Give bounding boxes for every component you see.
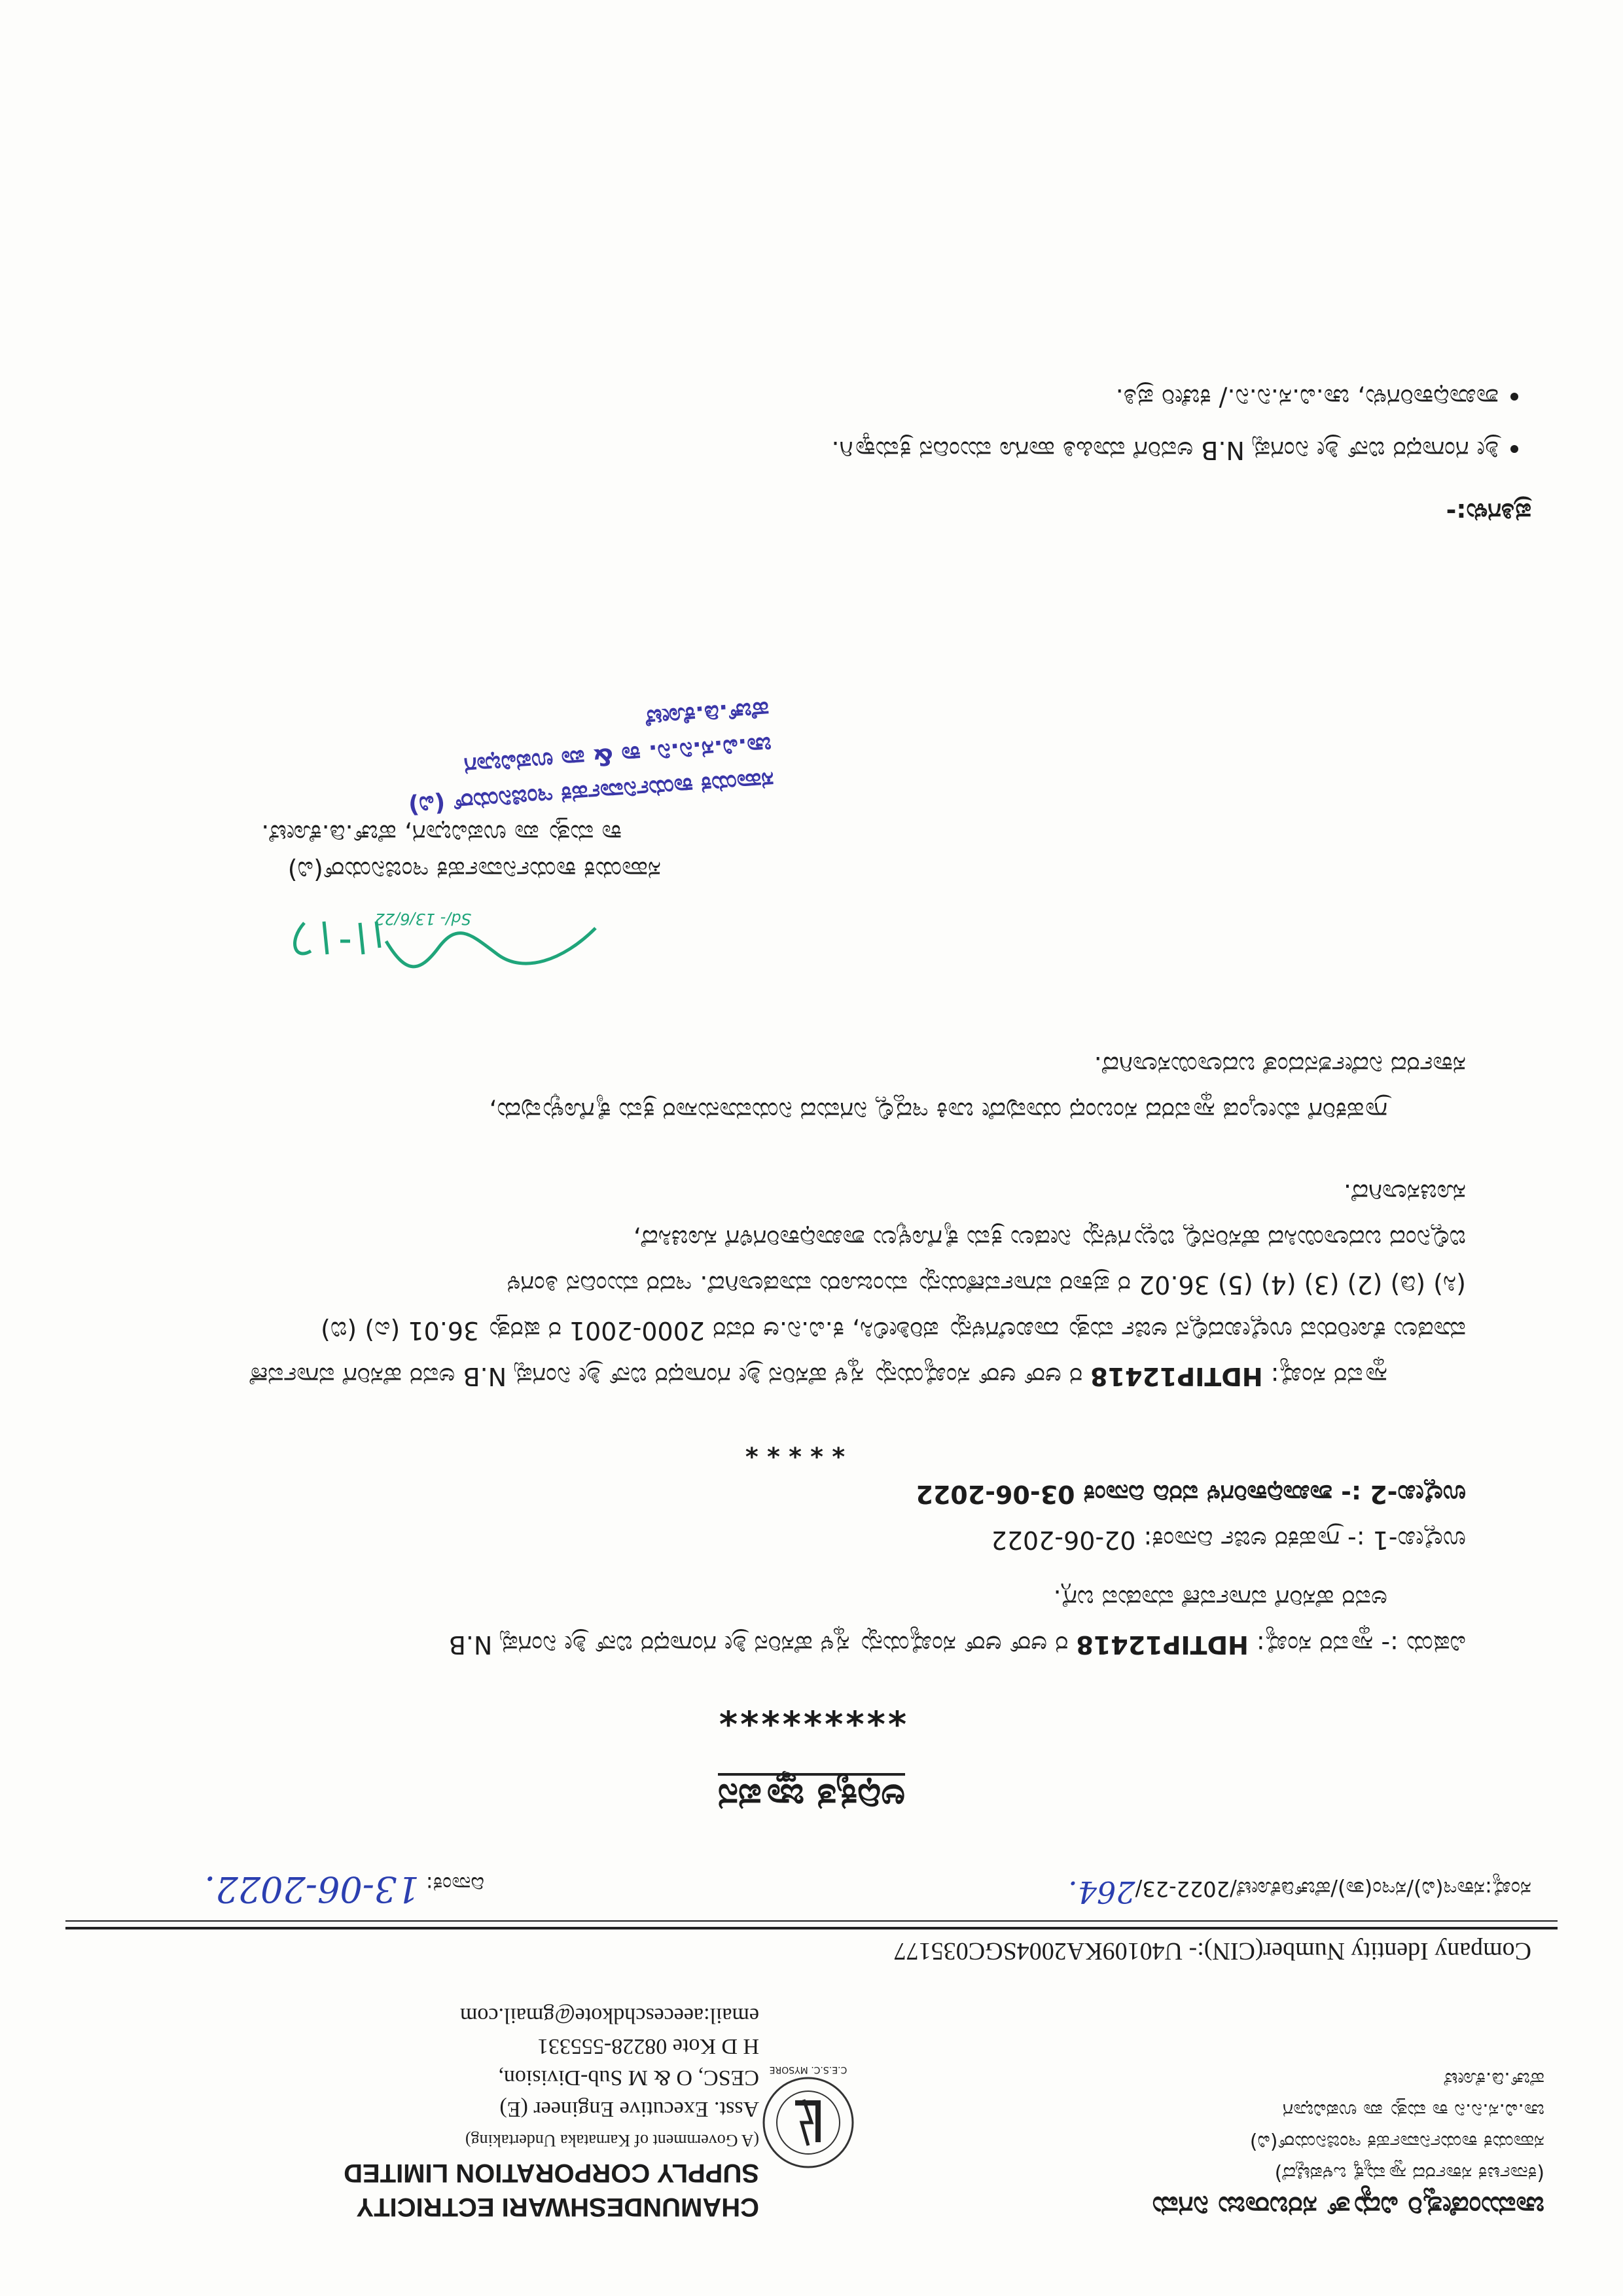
reference-stars: * * * * * <box>745 1434 846 1463</box>
copy-to-item-1: • ಶ್ರೀ ಗಂಗಾಧರ ಬಿನ್ ಶ್ರೀ ನಿಂಗಪ್ಪ N.B ಅವರಿಗೆ ಮಾಹಿತಿ ಹಾಗೂ ಮುಂದಿನ ಕ್ರಮಕ್ಕಾಗಿ. <box>92 424 1499 476</box>
subdivision-kannada: ಚಾ.ವಿ.ಸ.ನಿ.ನಿ ಕಾ ಮತ್ತು ಪಾ ಉಪವಿಭಾಗ <box>1282 2099 1544 2122</box>
header-rule <box>65 1927 1558 1929</box>
reference-label: ಸಂಖ್ಯೆ:ಸಕಾಇ(ವಿ)/ಸಇಂ(ತಾ)/ಹೆಚ್‌ಡಿಕೋಟೆ/2022-23/ <box>1135 1876 1531 1901</box>
para1-line-5: ಸೂಚಿಸಲಾಗಿದೆ. <box>1343 1179 1466 1208</box>
company-name-english-line1: CHAMUNDESHWARI ECTRICITY <box>356 2193 759 2221</box>
references-block <box>124 1426 1466 1563</box>
date-label: ದಿನಾಂಕ: <box>425 1872 484 1897</box>
office-title-english: Asst. Executive Engineer (E) <box>499 2097 759 2121</box>
stamp-line-1: ಸಹಾಯಕ ಕಾರ್ಯನಿರ್ವಾಹಕ ಇಂಜಿನಿಯರ್ (ವಿ) <box>407 766 776 819</box>
document-heading <box>0 1775 1623 1818</box>
date-line <box>204 1869 484 1910</box>
reference-number: 264. <box>1068 1874 1135 1910</box>
company-name-kannada: ಚಾಮುಂಡೇಶ್ವರಿ ವಿದ್ಯುತ್ ಸರಬರಾಜು ನಿಗಮ <box>1152 2191 1544 2223</box>
subject-line-2: ಅವರ ಹೆಸರಿಗೆ ವರ್ಗಾವಣೆ ಮಾಡುವ ಬಗ್ಗೆ. <box>1053 1585 1387 1613</box>
para1-rr-number: HDTIP12418 <box>1090 1362 1263 1391</box>
separator-stars: ********* <box>716 1692 907 1733</box>
para1-line-1: ರ ಆರ್ ಆರ್ ಸಂಖ್ಯೆಯನ್ನು ಸ್ಥಳ ಹೆಸರಿನ ಶ್ರೀ ಗಂಗಾಧರ ಬಿನ್ ಶ್ರೀ ನಿಂಗಪ್ಪ N.B ಅವರ ಹೆಸರಿಗೆ ವರ್ಗಾವಣೆ <box>249 1362 1083 1391</box>
stamp-line-2: ಚಾ.ವಿ.ಸ.ನಿ.ನಿ. ಕಾ & ಪಾ ಉಪವಿಭಾಗ <box>463 731 773 780</box>
corporation-logo <box>759 2064 857 2172</box>
copy-to-list <box>92 372 1531 476</box>
subject-rr-number: HDTIP12418 <box>1076 1630 1249 1659</box>
signatory-office: ಕಾ ಮತ್ತು ಪಾ ಉಪವಿಭಾಗ, ಹೆಚ್.ಡಿ.ಕೋಟೆ. <box>261 819 622 848</box>
copy-to-item-2: • ಶಾಖಾಧಿಕಾರಿಗಳು, ಚಾ.ವಿ.ಸ.ನಿ.ನಿ./ ಕಚೇರಿ ಪ್ರತಿ. <box>92 372 1499 424</box>
subject-block <box>124 1576 1466 1668</box>
email-address: email:aeeceschdkote@gmail.com <box>459 2003 759 2028</box>
government-undertaking-kannada: (ಕರ್ನಾಟಕ ಸರ್ಕಾರದ ಸ್ವಾಮ್ಯಕ್ಕೆ ಒಳಪಟ್ಟಿದೆ) <box>1274 2162 1544 2185</box>
copy-to-label: ಪ್ರತಿಗಳು:- <box>1446 498 1531 527</box>
para1-line-4: ಬಿಲ್ಲಿನಿಂದ ಬದಲಾಯಿಸಿದ ಹೆಸರಿನಲ್ಲಿ ಬಿಲ್ಲುಗಳನ್ನು ನೀಡಲು ಕ್ರಮ ಕೈಗೊಳ್ಳಲು ಶಾಖಾಧಿಕಾರಿಗಳಿಗೆ ಸೂಚಿಸಿದೆ, <box>633 1225 1466 1253</box>
heading-text: ಅಧಿಕೃತ ಜ್ಞಾಪನ <box>718 1773 905 1818</box>
signature-text: Sd/- 13/6/22 <box>374 910 471 928</box>
office-seal-stamp <box>115 691 776 842</box>
letterhead-english <box>65 2030 759 2224</box>
subject-text-after: ರ ಆರ್ ಆರ್ ಸಂಖ್ಯೆಯನ್ನು ಸ್ಥಳ ಹೆಸರಿನ ಶ್ರೀ ಗಂಗಾಧರ ಬಿನ್ ಶ್ರೀ ನಿಂಗಪ್ಪ N.B <box>448 1630 1069 1659</box>
subject-label: ವಿಷಯ :- <box>1381 1630 1466 1659</box>
subject-text-before: ಸ್ಥಾವರ ಸಂಖ್ಯೆ: <box>1256 1630 1374 1659</box>
body-paragraph-1 <box>124 1170 1466 1399</box>
logo-text: C.E.S.C. MYSORE <box>769 2064 847 2075</box>
phone-english: H D Kote 08228-555331 <box>537 2034 759 2058</box>
town-kannada: ಹೆಚ್.ಡಿ.ಕೋಟೆ <box>1444 2068 1544 2090</box>
para1-line-3: (ಸಿ) (ಡಿ) (2) (3) (4) (5) 36.02 ರ ಪ್ರಕಾರ ವರ್ಗಾವಣೆಯನ್ನು ಮಂಜೂರು ಮಾಡಲಾಗಿದೆ. ಇದರ ಮುಂದಿನ ತಿಂಗಳ <box>507 1270 1466 1299</box>
para2-line-1: ಗ್ರಾಹಕರಿಗೆ ಮೇಲ್ಕಂಡ ಸ್ಥಾವರದ ಸಂಬಂಧ ಯಾವುದೇ ಬಾಕಿ ಇದ್ದಲ್ಲಿ ನಿಗಮದ ನಿಯಮಾನುಸಾರ ಕ್ರಮ ಕೈಗೊಳ್ಳುವುದು, <box>489 1097 1387 1126</box>
office-title-kannada: ಸಹಾಯಕ ಕಾರ್ಯನಿರ್ವಾಹಕ ಇಂಜಿನಿಯರ್(ವಿ) <box>1249 2130 1544 2153</box>
government-undertaking-english: (A Government of Karnataka Undertaking) <box>465 2131 759 2150</box>
company-cin: Company Identity Number(CIN):- U40109KA2004SGC035177 <box>893 1937 1531 1965</box>
para1-lead: ಸ್ಥಾವರ ಸಂಖ್ಯೆ: <box>1270 1362 1387 1391</box>
reference-line <box>1068 1874 1531 1910</box>
reference-1: ಉಲ್ಲೇಖ-1 :- ಗ್ರಾಹಕರ ಅರ್ಜಿ ದಿನಾಂಕ: 02-06-2022 <box>991 1526 1466 1554</box>
para1-line-2: ಮಾಡಲು ಕೋರಿರುವ ಉಲ್ಲೇಖದಲ್ಲಿನ ಅರ್ಜಿ ಮತ್ತು ದಾಖಲೆಗಳನ್ನು ಪರಿಶೀಲಿಸಿ, ಕ.ವಿ.ನಿ.ಆ ರವರ 2000-2001 ರ ಷರತ್ತು 36.01 (ಎ) (ಬಿ) <box>320 1316 1466 1345</box>
letterhead-kannada <box>890 2063 1544 2224</box>
date-value: 13-06-2022. <box>204 1869 419 1910</box>
company-name-english-line2: SUPPLY CORPORATION LIMITED <box>344 2159 759 2187</box>
body-paragraph-2 <box>124 1043 1466 1134</box>
handwritten-signature <box>262 902 602 1000</box>
header-rule-thin <box>65 1920 1558 1922</box>
stamp-line-3: ಹೆಚ್.ಡಿ.ಕೋಟೆ <box>645 696 770 732</box>
para2-line-2: ಸರ್ಕಾರದ ನಿರ್ದೇಶನದಂತೆ ಬದಲಾಯಿಸಲಾಗಿದೆ. <box>1094 1051 1466 1080</box>
signatory-title: ಸಹಾಯಕ ಕಾರ್ಯನಿರ್ವಾಹಕ ಇಂಜಿನಿಯರ್(ವಿ) <box>287 856 661 885</box>
subdivision-english: CESC, O & M Sub-Division, <box>498 2066 759 2090</box>
reference-2: ಉಲ್ಲೇಖ-2 :- ಶಾಖಾಧಿಕಾರಿಗಳ ವರದಿ ದಿನಾಂಕ 03-06-2022 <box>916 1480 1466 1509</box>
